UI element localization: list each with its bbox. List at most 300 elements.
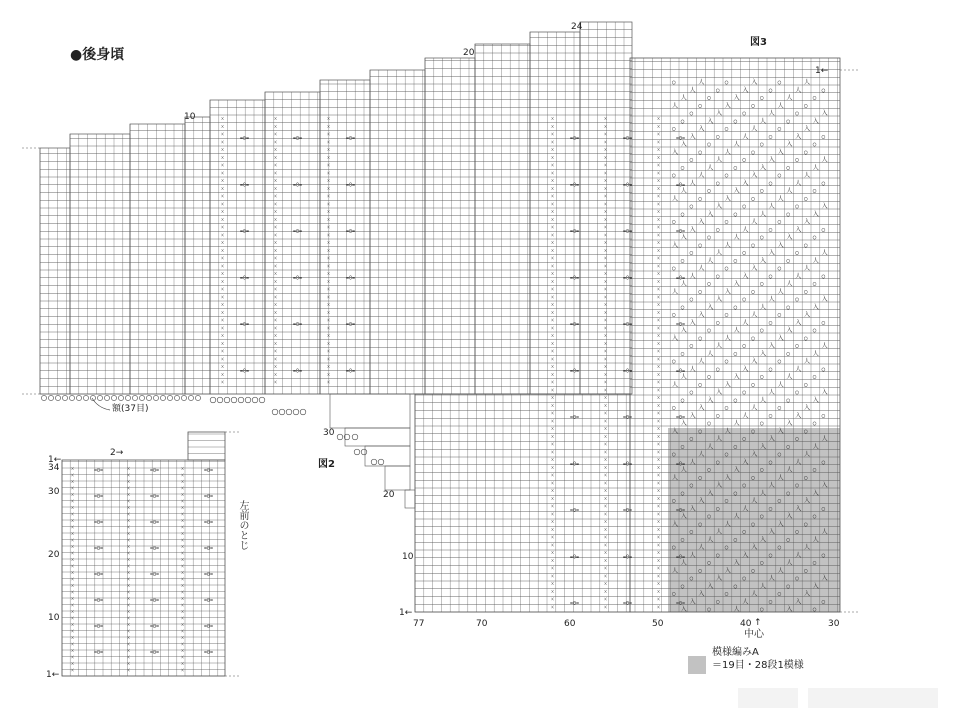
cable-symbol: ㄨ — [550, 565, 556, 572]
small-cable-symbol: ㄨ — [70, 479, 76, 485]
bind-off-circle — [69, 395, 74, 400]
lace-symbol: ○ — [742, 482, 747, 489]
cable-symbol: ㄨ — [550, 294, 556, 301]
lace-symbol: ○ — [707, 234, 711, 241]
cable-cross-symbol: =0= — [570, 275, 580, 282]
cable-symbol: ㄨ — [220, 294, 226, 301]
cable-symbol: ㄨ — [656, 472, 662, 479]
cable-symbol: ㄨ — [326, 139, 332, 146]
lace-symbol: ○ — [733, 164, 738, 172]
cable-symbol: ㄨ — [603, 511, 609, 518]
cable-cross-symbol: =0= — [570, 322, 580, 328]
cable-symbol: ㄨ — [656, 457, 662, 463]
lace-symbol: 入 — [751, 172, 758, 179]
lace-symbol: 入 — [689, 319, 696, 327]
cable-symbol: ㄨ — [550, 348, 556, 355]
lace-symbol: 入 — [751, 451, 758, 458]
lace-symbol: ○ — [680, 489, 685, 497]
small-cable-cross: =0= — [150, 494, 160, 500]
lace-symbol: 入 — [733, 373, 740, 381]
lace-symbol: 入 — [672, 241, 679, 249]
lace-symbol: 入 — [786, 234, 793, 241]
cable-symbol: ㄨ — [326, 286, 332, 293]
small-cable-symbol: ㄨ — [180, 518, 186, 524]
lace-symbol: ○ — [707, 187, 711, 195]
lace-symbol: 人 — [795, 458, 802, 466]
cable-cross-symbol: =0= — [240, 368, 250, 375]
small-cable-symbol: ㄨ — [70, 576, 76, 583]
cable-symbol: ㄨ — [550, 247, 556, 254]
small-cable-symbol: ㄨ — [70, 505, 76, 511]
lace-symbol: 人 — [716, 249, 723, 257]
cable-symbol: ㄨ — [603, 472, 609, 479]
small-cable-symbol: ㄨ — [180, 570, 186, 576]
small-cable-symbol: ㄨ — [180, 472, 186, 479]
lace-symbol: ○ — [795, 528, 799, 536]
lace-symbol: ○ — [698, 520, 703, 528]
cable-symbol: ㄨ — [273, 209, 279, 215]
lace-symbol: 入 — [751, 265, 758, 272]
cable-cross-symbol: =0= — [623, 322, 633, 328]
cable-symbol: ㄨ — [603, 317, 609, 324]
lace-symbol: ○ — [724, 544, 729, 551]
lace-symbol: ○ — [795, 296, 799, 303]
bind-off-circle — [352, 434, 358, 440]
lace-symbol: ○ — [716, 505, 720, 513]
lace-symbol: ○ — [768, 458, 773, 466]
lace-symbol: 入 — [777, 334, 784, 342]
lace-symbol: ○ — [777, 590, 782, 598]
cable-symbol: ㄨ — [273, 286, 279, 293]
lace-symbol: ○ — [821, 179, 826, 187]
lace-symbol: 人 — [698, 451, 705, 458]
bind-off-circle — [118, 395, 123, 400]
cable-symbol: ㄨ — [220, 333, 226, 339]
lace-symbol: 人 — [742, 412, 749, 420]
cable-symbol: ㄨ — [550, 147, 556, 153]
cable-symbol: ㄨ — [220, 162, 226, 169]
bind-off-circle — [238, 397, 244, 403]
lace-symbol: ○ — [751, 334, 755, 342]
right-lower-outline — [415, 394, 633, 612]
cable-cross-symbol: =0= — [293, 275, 303, 282]
cable-symbol: ㄨ — [550, 488, 556, 494]
cable-symbol: ㄨ — [656, 480, 662, 487]
small-cable-symbol: ㄨ — [126, 537, 132, 544]
cable-symbol: ㄨ — [273, 340, 279, 347]
cable-symbol: ㄨ — [656, 240, 662, 246]
lace-symbol: 入 — [716, 389, 723, 396]
cable-symbol: ㄨ — [550, 224, 556, 231]
small-cable-symbol: ㄨ — [126, 635, 132, 641]
lace-symbol: 人 — [804, 451, 811, 458]
small-cable-symbol: ㄨ — [70, 563, 76, 570]
lace-symbol: ○ — [777, 265, 782, 272]
cable-symbol: ㄨ — [603, 302, 609, 308]
bind-off-circle — [272, 409, 278, 415]
cable-symbol: ㄨ — [603, 410, 609, 417]
cable-cross-symbol: =0= — [293, 136, 303, 142]
lace-symbol: ○ — [821, 551, 826, 559]
cable-symbol: ㄨ — [220, 240, 226, 246]
lace-symbol: 人 — [724, 520, 731, 528]
lace-symbol: ○ — [742, 203, 747, 210]
lace-symbol: ○ — [707, 373, 711, 381]
cable-symbol: ㄨ — [220, 247, 226, 254]
small-cable-symbol: ㄨ — [126, 563, 132, 570]
lace-symbol: ○ — [689, 528, 694, 536]
lace-symbol: 人 — [672, 474, 679, 482]
lace-symbol: ○ — [689, 575, 694, 582]
lace-symbol: ○ — [812, 327, 817, 334]
cable-cross-symbol: =0= — [676, 182, 686, 189]
lace-symbol: 入 — [672, 148, 679, 156]
lace-symbol: 人 — [812, 257, 819, 265]
lace-symbol: ○ — [716, 598, 720, 606]
bind-off-circle — [195, 395, 200, 400]
cable-symbol: ㄨ — [273, 154, 279, 161]
lace-symbol: ○ — [724, 590, 729, 598]
lace-symbol: 人 — [751, 497, 758, 505]
lace-symbol: ○ — [689, 435, 694, 443]
lace-symbol: ○ — [786, 210, 791, 218]
lace-symbol: 入 — [707, 210, 714, 218]
cable-symbol: ㄨ — [603, 193, 609, 200]
cable-symbol: ㄨ — [326, 170, 332, 177]
lace-symbol: ○ — [680, 582, 685, 590]
lace-symbol: ○ — [777, 218, 782, 226]
lace-symbol: ○ — [733, 350, 738, 358]
cable-symbol: ㄨ — [550, 573, 556, 580]
cable-symbol: ㄨ — [273, 224, 279, 231]
small-cable-symbol: ㄨ — [126, 531, 132, 537]
cable-symbol: ㄨ — [550, 302, 556, 308]
small-cable-symbol: ㄨ — [180, 511, 186, 518]
lace-symbol: ○ — [804, 195, 808, 203]
cable-symbol: ㄨ — [603, 480, 609, 487]
cable-symbol: ㄨ — [550, 185, 556, 192]
lace-symbol: 人 — [777, 288, 784, 296]
small-cable-symbol: ㄨ — [70, 661, 76, 667]
cable-symbol: ㄨ — [656, 534, 662, 541]
cable-cross-symbol: =0= — [623, 182, 633, 189]
col-number-60: 60 — [564, 619, 576, 629]
lace-symbol: 入 — [742, 365, 749, 373]
bind-off-circle — [224, 397, 230, 403]
lace-symbol: ○ — [795, 575, 799, 582]
cable-symbol: ㄨ — [220, 348, 226, 355]
lace-symbol: 入 — [795, 412, 802, 420]
left-row-number-30: 30 — [323, 428, 335, 438]
cable-symbol: ㄨ — [603, 534, 609, 541]
lace-symbol: ○ — [724, 79, 729, 86]
small-cable-symbol: ㄨ — [180, 492, 186, 498]
lace-symbol: 入 — [777, 520, 784, 528]
cable-symbol: ㄨ — [656, 201, 662, 208]
cable-symbol: ㄨ — [273, 294, 279, 301]
small-cable-symbol: ㄨ — [126, 492, 132, 498]
lace-symbol: 入 — [786, 141, 793, 148]
lace-symbol: 人 — [716, 435, 723, 443]
lace-symbol: ○ — [742, 296, 747, 303]
small-cable-symbol: ㄨ — [180, 544, 186, 550]
cable-symbol: ㄨ — [656, 317, 662, 324]
lace-symbol: ○ — [689, 249, 694, 257]
cable-symbol: ㄨ — [550, 271, 556, 277]
lace-symbol: 入 — [768, 342, 775, 350]
cable-symbol: ㄨ — [656, 123, 662, 130]
lace-symbol: 入 — [812, 582, 819, 590]
lace-symbol: 人 — [821, 249, 828, 257]
lace-symbol: ○ — [680, 350, 685, 358]
lace-symbol: ○ — [821, 458, 826, 466]
lace-symbol: ○ — [733, 396, 738, 404]
cable-symbol: ㄨ — [603, 278, 609, 285]
lace-symbol: ○ — [795, 249, 799, 257]
bind-off-circle — [62, 395, 67, 400]
lace-symbol: ○ — [821, 226, 826, 234]
lace-symbol: 人 — [760, 210, 767, 218]
cable-symbol: ㄨ — [326, 116, 332, 122]
cable-cross-symbol: =0= — [293, 368, 303, 375]
right-row-number-1: 1← — [399, 608, 413, 618]
bind-off-circle — [111, 395, 116, 400]
cable-symbol: ㄨ — [656, 193, 662, 200]
small-cable-symbol: ㄨ — [126, 498, 132, 505]
cable-symbol: ㄨ — [550, 441, 556, 448]
small-cable-symbol: ㄨ — [70, 596, 76, 602]
small-cable-cross: =0= — [204, 598, 214, 604]
lace-symbol: ○ — [742, 110, 747, 117]
lace-symbol: 人 — [680, 94, 687, 102]
lace-symbol: 入 — [742, 458, 749, 466]
lace-symbol: ○ — [821, 505, 826, 513]
cable-symbol: ㄨ — [550, 170, 556, 177]
cable-cross-symbol: =0= — [346, 275, 356, 282]
lace-symbol: 入 — [689, 598, 696, 606]
cable-symbol: ㄨ — [656, 309, 662, 316]
lace-symbol: ○ — [751, 195, 755, 203]
lace-symbol: 入 — [804, 404, 811, 412]
cable-symbol: ㄨ — [273, 123, 279, 130]
lace-symbol: 入 — [716, 110, 723, 117]
lace-symbol: ○ — [707, 513, 711, 520]
cable-symbol: ㄨ — [220, 340, 226, 347]
small-cable-symbol: ㄨ — [180, 609, 186, 615]
cable-cross-symbol: =0= — [570, 368, 580, 375]
small-cable-symbol: ㄨ — [70, 635, 76, 641]
cable-cross-symbol: =0= — [676, 415, 686, 421]
cable-symbol: ㄨ — [656, 294, 662, 301]
lace-symbol: ○ — [786, 257, 791, 265]
cable-symbol: ㄨ — [550, 131, 556, 138]
lace-symbol: 入 — [821, 203, 828, 210]
cable-symbol: ㄨ — [220, 170, 226, 177]
lace-symbol: 入 — [733, 94, 740, 102]
lace-symbol: 人 — [689, 458, 696, 466]
lace-symbol: ○ — [680, 257, 685, 265]
lace-symbol: ○ — [742, 528, 747, 536]
small-cable-cross: =0= — [150, 650, 160, 656]
cable-symbol: ㄨ — [550, 255, 556, 262]
lace-symbol: 人 — [672, 195, 679, 203]
page-title: ●後身頃 — [70, 47, 125, 63]
lace-symbol: ○ — [698, 567, 703, 575]
lace-symbol: 入 — [698, 218, 705, 226]
cable-cross-symbol: =0= — [623, 415, 633, 421]
cable-symbol: ㄨ — [550, 457, 556, 463]
grid-block-8 — [425, 58, 475, 394]
small-cable-symbol: ㄨ — [126, 550, 132, 557]
lace-symbol: ○ — [768, 551, 773, 559]
cable-symbol: ㄨ — [603, 123, 609, 130]
lace-symbol: 入 — [724, 102, 731, 110]
small-cable-cross: =0= — [94, 546, 104, 552]
cable-cross-symbol: =0= — [676, 554, 686, 561]
lace-symbol: 人 — [689, 272, 696, 280]
cable-symbol: ㄨ — [603, 457, 609, 463]
lace-symbol: 人 — [707, 164, 714, 172]
lace-symbol: 入 — [733, 466, 740, 474]
lace-symbol: 入 — [804, 497, 811, 505]
lace-symbol: ○ — [768, 272, 773, 280]
cable-symbol: ㄨ — [220, 123, 226, 130]
lace-symbol: 入 — [768, 249, 775, 257]
cable-symbol: ㄨ — [603, 348, 609, 355]
cable-symbol: ㄨ — [550, 232, 556, 239]
cable-symbol: ㄨ — [550, 604, 556, 611]
small-cable-cross: =0= — [150, 598, 160, 604]
lace-symbol: ○ — [724, 497, 729, 505]
cable-cross-symbol: =0= — [570, 601, 580, 607]
lace-symbol: 入 — [812, 396, 819, 404]
cable-cross-symbol: =0= — [293, 182, 303, 189]
lace-symbol: 入 — [795, 505, 802, 513]
lace-symbol: 人 — [804, 544, 811, 551]
cable-symbol: ㄨ — [656, 581, 662, 587]
lace-symbol: ○ — [672, 451, 676, 458]
lace-symbol: ○ — [716, 365, 720, 373]
lace-symbol: ○ — [716, 179, 720, 187]
lace-symbol: ○ — [707, 141, 711, 148]
lace-symbol: ○ — [821, 319, 826, 327]
small-cable-cross: =0= — [204, 650, 214, 656]
lace-symbol: ○ — [733, 443, 738, 451]
cable-symbol: ㄨ — [656, 379, 662, 386]
cable-symbol: ㄨ — [326, 131, 332, 138]
cable-symbol: ㄨ — [326, 178, 332, 184]
bind-off-circle — [245, 397, 251, 403]
cable-symbol: ㄨ — [603, 216, 609, 223]
cable-symbol: ㄨ — [603, 441, 609, 448]
cable-symbol: ㄨ — [603, 565, 609, 572]
center-arrow: ↑ — [754, 618, 762, 628]
cable-symbol: ㄨ — [656, 185, 662, 192]
lace-symbol: ○ — [733, 489, 738, 497]
lace-symbol: ○ — [672, 358, 676, 365]
cable-symbol: ㄨ — [273, 255, 279, 262]
lace-symbol: ○ — [795, 342, 799, 350]
lace-symbol: ○ — [768, 86, 773, 94]
lace-symbol: 人 — [768, 203, 775, 210]
lace-symbol: 入 — [707, 582, 714, 590]
cable-symbol: ㄨ — [603, 247, 609, 254]
lace-symbol: 人 — [795, 551, 802, 559]
bind-off-circle — [104, 395, 109, 400]
lace-symbol: ○ — [751, 381, 755, 389]
small-cable-symbol: ㄨ — [70, 550, 76, 557]
cable-symbol: ㄨ — [603, 503, 609, 510]
cable-symbol: ㄨ — [656, 503, 662, 510]
lace-symbol: ○ — [786, 164, 791, 172]
lace-symbol: 入 — [777, 241, 784, 249]
lace-symbol: ○ — [760, 94, 764, 102]
cable-symbol: ㄨ — [550, 123, 556, 130]
lace-symbol: 人 — [689, 551, 696, 559]
lace-symbol: ○ — [786, 350, 791, 358]
lace-symbol: 入 — [698, 404, 705, 412]
cable-symbol: ㄨ — [603, 604, 609, 611]
small-cable-symbol: ㄨ — [180, 576, 186, 583]
figure-2-label: 図2 — [318, 459, 335, 470]
lace-symbol: 入 — [768, 435, 775, 443]
lace-symbol: ○ — [716, 319, 720, 327]
lace-symbol: 人 — [768, 389, 775, 396]
small-grid-top-block — [188, 432, 225, 460]
cable-symbol: ㄨ — [656, 565, 662, 572]
lace-symbol: ○ — [707, 327, 711, 334]
lace-symbol: 人 — [716, 156, 723, 164]
cable-symbol: ㄨ — [603, 557, 609, 564]
lace-symbol: ○ — [698, 427, 703, 435]
cable-symbol: ㄨ — [273, 193, 279, 200]
lace-symbol: 人 — [821, 435, 828, 443]
cable-symbol: ㄨ — [550, 387, 556, 394]
lace-symbol: ○ — [804, 427, 808, 435]
cable-symbol: ㄨ — [326, 364, 332, 370]
lace-symbol: 人 — [804, 265, 811, 272]
cable-symbol: ㄨ — [326, 294, 332, 301]
lace-symbol: 入 — [672, 520, 679, 528]
lace-symbol: 入 — [733, 187, 740, 195]
lace-symbol: 人 — [751, 125, 758, 133]
lace-symbol: ○ — [698, 474, 703, 482]
cable-symbol: ㄨ — [603, 255, 609, 262]
cable-symbol: ㄨ — [326, 185, 332, 192]
lace-symbol: ○ — [786, 443, 791, 451]
cable-symbol: ㄨ — [603, 224, 609, 231]
lace-symbol: 人 — [768, 296, 775, 303]
small-row-number-20: 20 — [48, 550, 60, 560]
cable-symbol: ㄨ — [656, 495, 662, 502]
cable-symbol: ㄨ — [273, 232, 279, 239]
small-cable-symbol: ㄨ — [126, 583, 132, 589]
lace-symbol: ○ — [821, 365, 826, 373]
cable-symbol: ㄨ — [326, 379, 332, 386]
lace-symbol: 入 — [768, 156, 775, 164]
small-cable-symbol: ㄨ — [180, 466, 186, 472]
grid-block-2 — [130, 124, 185, 394]
lace-symbol: ○ — [795, 110, 799, 117]
cable-symbol: ㄨ — [656, 271, 662, 277]
cable-cross-symbol: =0= — [570, 229, 580, 235]
cable-symbol: ㄨ — [603, 495, 609, 502]
cable-symbol: ㄨ — [603, 178, 609, 184]
right-row-number-24: 24 — [571, 22, 583, 32]
lace-symbol: ○ — [680, 536, 685, 544]
cable-symbol: ㄨ — [656, 418, 662, 425]
cable-symbol: ㄨ — [603, 464, 609, 471]
